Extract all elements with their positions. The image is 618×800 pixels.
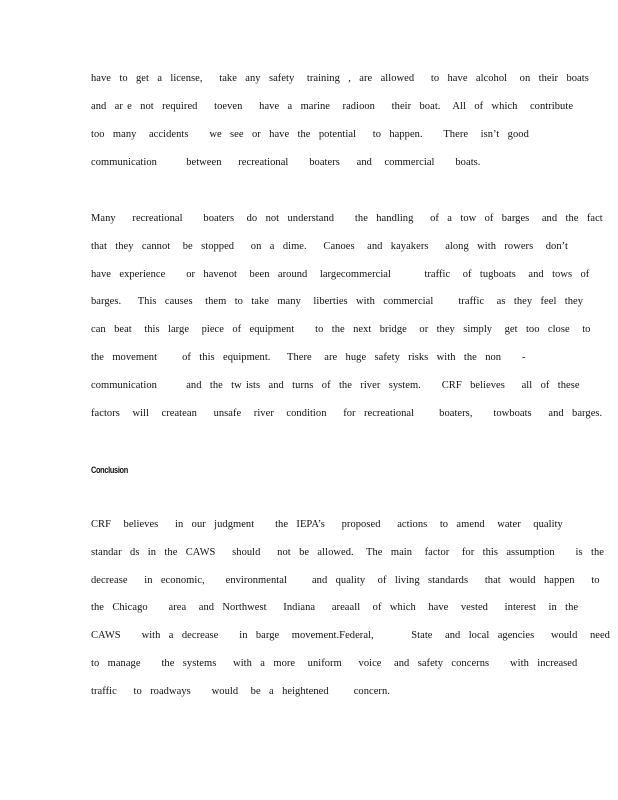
- paragraph-1-line-4: communication between recreational boaters and commercial boats.: [91, 157, 481, 168]
- paragraph-3-line-2: standar ds in the CAWS should not be allowed. The main factor for this assumption is the: [91, 547, 604, 558]
- paragraph-2-line-6: the movement of this equipment. There are huge safety risks with the non -: [91, 352, 526, 363]
- paragraph-2-line-5: can beat this large piece of equipment to the next bridge or they simply get too close to: [91, 324, 591, 335]
- paragraph-1-line-2: and ar e not required toeven have a marine radioon their boat. All of which contribute: [91, 101, 574, 112]
- paragraph-2-line-8: factors will createan unsafe river condition for recreational boaters, towboats and barges.: [91, 408, 603, 419]
- paragraph-3-line-1: CRF believes in our judgment the IEPA’s proposed actions to amend water quality: [91, 519, 563, 530]
- paragraph-2-line-2: that they cannot be stopped on a dime. Canoes and kayakers along with rowers don’t: [91, 241, 568, 252]
- paragraph-3-line-3: decrease in economic, environmental and quality of living standards that would happen to: [91, 575, 600, 586]
- paragraph-3-line-5: CAWS with a decrease in barge movement.Federal, State and local agencies would need: [91, 630, 610, 641]
- paragraph-3-line-4: the Chicago area and Northwest Indiana areaall of which have vested interest in the: [91, 602, 579, 613]
- paragraph-2-line-3: have experience or havenot been around largecommercial traffic of tugboats and tows of: [91, 269, 590, 280]
- paragraph-2-line-1: Many recreational boaters do not understand the handling of a tow of barges and the fact: [91, 213, 603, 224]
- paragraph-3-line-6: to manage the systems with a more uniform voice and safety concerns with increased: [91, 658, 578, 669]
- paragraph-1-line-3: too many accidents we see or have the potential to happen. There isn’t good: [91, 129, 529, 140]
- paragraph-3-line-7: traffic to roadways would be a heightened concern.: [91, 686, 390, 697]
- section-heading-conclusion: Conclusion: [91, 465, 128, 475]
- paragraph-1-line-1: have to get a license, take any safety training , are allowed to have alcohol on their boats: [91, 73, 589, 84]
- paragraph-2-line-7: communication and the tw ists and turns of the river system. CRF believes all of these: [91, 380, 580, 391]
- paragraph-2-line-4: barges. This causes them to take many liberties with commercial traffic as they feel they: [91, 296, 584, 307]
